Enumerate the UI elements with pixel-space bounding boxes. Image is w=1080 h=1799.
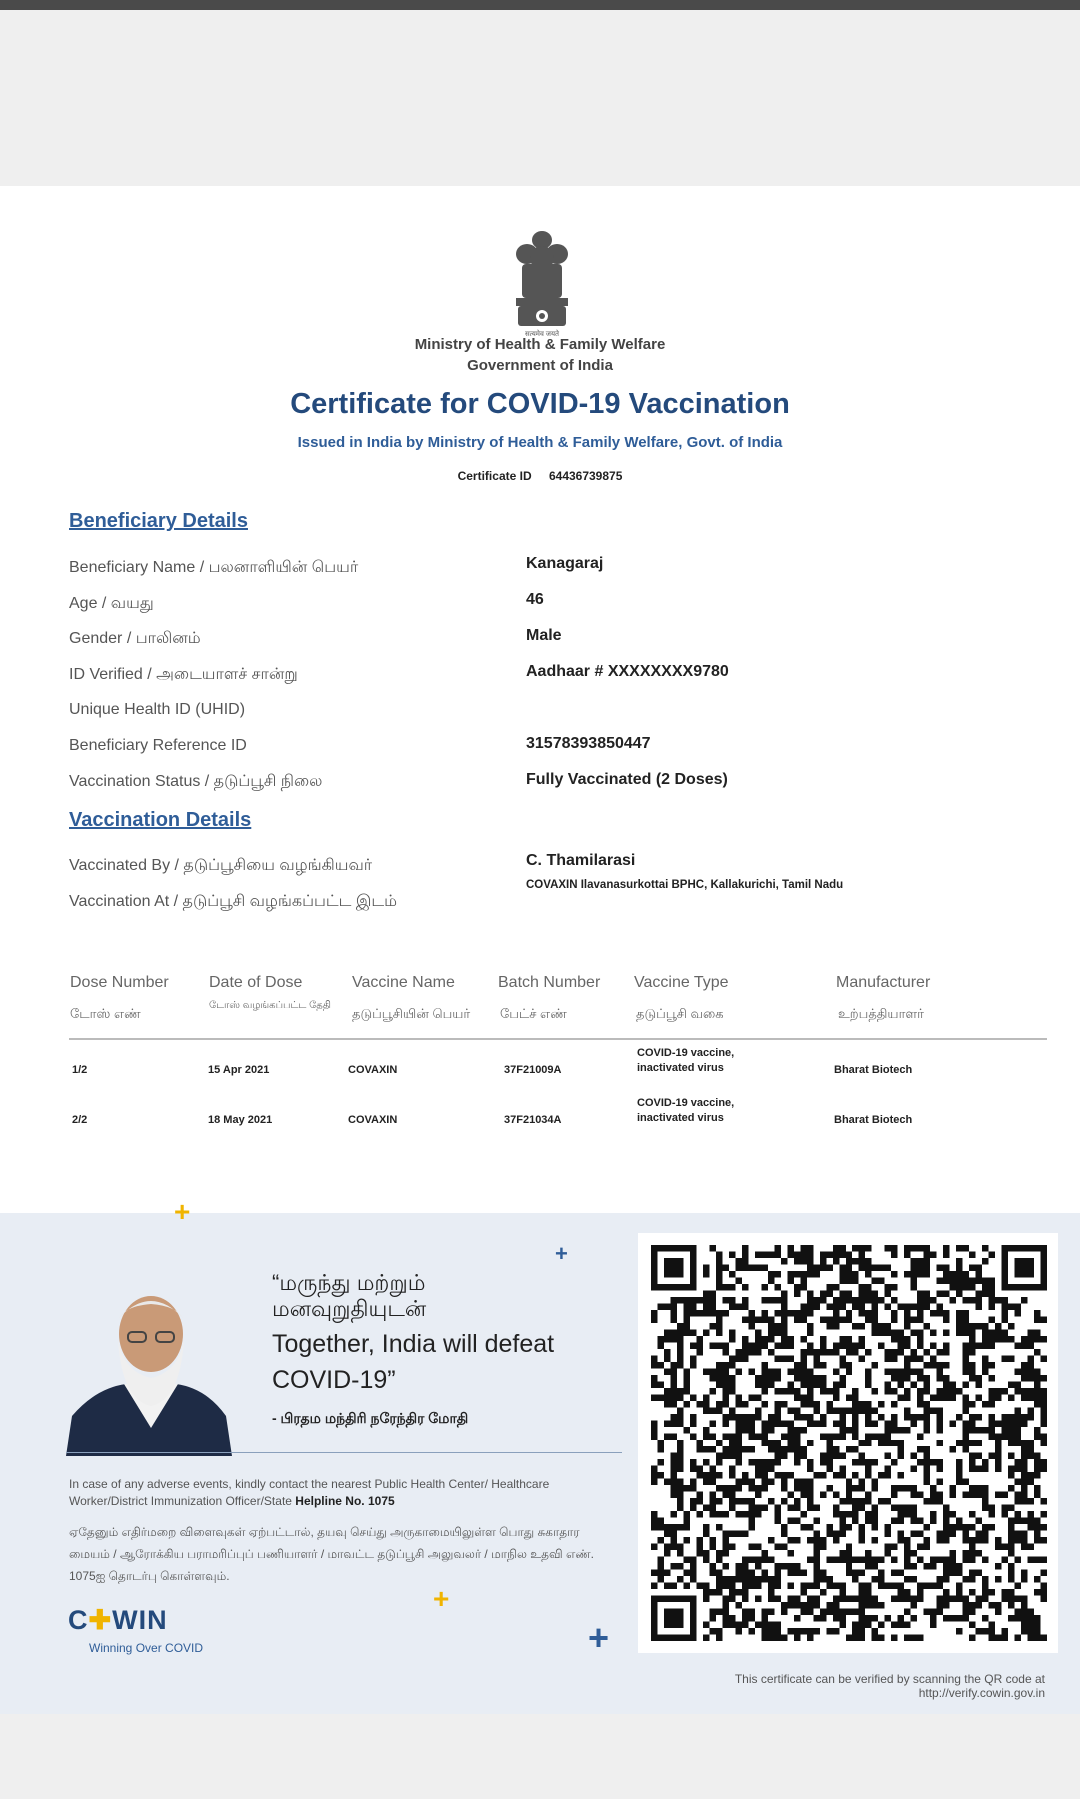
col-header-vaccine-type-ta: தடுப்பூசி வகை	[636, 1006, 724, 1021]
certificate-id-label: Certificate ID	[457, 469, 532, 483]
col-header-batch-number: Batch Number	[498, 974, 601, 991]
certificate-subtitle: Issued in India by Ministry of Health & Family Welfare, Govt. of India	[297, 434, 783, 451]
gender-value: Male	[526, 627, 562, 644]
col-header-vaccine-type: Vaccine Type	[634, 974, 729, 991]
yellow-plus-icon: +	[433, 1583, 450, 1614]
row-1-dose: 1/2	[72, 1064, 88, 1076]
col-header-date-of-dose-ta: டோஸ் வழங்கப்பட்ட தேதி	[209, 1000, 331, 1011]
row-2-batch: 37F21034A	[504, 1114, 562, 1126]
prime-minister-portrait	[66, 1288, 236, 1456]
row-1-vaccine-name: COVAXIN	[348, 1064, 398, 1076]
verify-note: This certificate can be verified by scanning the QR code at http://verify.cowin.gov.in	[734, 1672, 1045, 1700]
col-header-dose-number-ta: டோஸ் எண்	[70, 1006, 141, 1021]
row-2-vaccine-name: COVAXIN	[348, 1114, 398, 1126]
ministry-line-1: Ministry of Health & Family Welfare	[414, 336, 666, 353]
col-header-vaccine-name: Vaccine Name	[352, 974, 455, 991]
row-1-vaccine-type: COVID-19 vaccine, inactivated virus	[637, 1047, 735, 1074]
emblem-caption: सत्यमेव जयते	[524, 331, 560, 338]
id-verified-label: ID Verified / அடையாளச் சான்று	[69, 666, 298, 683]
beneficiary-name-value: Kanagaraj	[526, 555, 604, 572]
row-2-manufacturer: Bharat Biotech	[834, 1114, 913, 1126]
adverse-events-text: In case of any adverse events, kindly contact the nearest Public Health Center/ Healthcare Worker/District Immunization Officer/State	[69, 1477, 550, 1508]
reference-id-label: Beneficiary Reference ID	[69, 737, 247, 754]
adverse-events-note	[69, 1476, 589, 1510]
cowin-tagline: Winning Over COVID	[89, 1641, 204, 1655]
reference-id-value: 31578393850447	[526, 735, 651, 752]
certificate-title: Certificate for COVID-19 Vaccination	[290, 388, 790, 420]
vaccinated-at-value: COVAXIN Ilavanasurkottai BPHC, Kallakurichi, Tamil Nadu	[526, 879, 844, 891]
quote-attribution: - பிரதம மந்திரி நரேந்திர மோதி	[272, 1410, 469, 1426]
verification-qr-code	[651, 1245, 1047, 1641]
qr-finder-square	[1015, 1258, 1034, 1277]
col-header-vaccine-name-ta: தடுப்பூசியின் பெயர்	[352, 1006, 471, 1021]
id-verified-value: Aadhaar # XXXXXXXX9780	[526, 663, 729, 680]
age-value: 46	[526, 591, 544, 608]
vaccinated-by-value: C. Thamilarasi	[526, 852, 636, 869]
vaccinated-at-label: Vaccination At / தடுப்பூசி வழங்கப்பட்ட இடம்	[69, 893, 397, 910]
national-emblem-icon	[510, 226, 574, 338]
row-2-dose: 2/2	[72, 1114, 88, 1126]
blue-plus-icon: +	[588, 1617, 610, 1658]
screen-top-bar	[0, 0, 1080, 10]
qr-code-card	[638, 1233, 1058, 1653]
ministry-heading	[0, 334, 1080, 376]
blue-plus-icon: +	[555, 1241, 568, 1266]
quote-english: Together, India will defeat COVID-19”	[272, 1330, 555, 1394]
helpline-number: Helpline No. 1075	[295, 1494, 395, 1508]
footer-divider	[66, 1452, 622, 1453]
col-header-date-of-dose: Date of Dose	[209, 974, 303, 991]
certificate-id	[0, 469, 1080, 483]
ministry-line-2: Government of India	[467, 357, 613, 374]
beneficiary-name-label: Beneficiary Name / பலனாளியின் பெயர்	[69, 559, 359, 576]
row-1-date: 15 Apr 2021	[208, 1064, 270, 1076]
vaccination-status-value: Fully Vaccinated (2 Doses)	[526, 771, 728, 788]
qr-finder-square	[664, 1258, 683, 1277]
gender-label: Gender / பாலினம்	[69, 630, 201, 647]
cowin-logo-pre: C	[68, 1605, 89, 1635]
row-1-batch: 37F21009A	[504, 1064, 562, 1076]
vaccinated-by-label: Vaccinated By / தடுப்பூசியை வழங்கியவர்	[69, 857, 373, 874]
quote-tamil-line-2: மனவுறுதியுடன்	[272, 1296, 427, 1321]
uhid-label: Unique Health ID (UHID)	[69, 701, 246, 718]
col-header-manufacturer-ta: உற்பத்தியாளர்	[838, 1006, 924, 1021]
row-1-manufacturer: Bharat Biotech	[834, 1064, 913, 1076]
cowin-logo-post: WIN	[112, 1605, 168, 1635]
yellow-plus-icon: +	[174, 1196, 191, 1227]
adverse-events-note-tamil: ஏதேனும் எதிர்மறை விளைவுகள் ஏற்பட்டால், தயவு செய்து அருகாமையிலுள்ள பொது சுகாதார மையம் / ஆரோக்கிய பராமரிப்புப் பணியாளர் / மாவட்ட தடுப்பூசி அலுவலர் / மாநில உதவி எண். 1075ஐ தொடர்பு கொள்ளவும்.	[69, 1525, 594, 1583]
age-label: Age / வயது	[69, 595, 154, 612]
col-header-dose-number: Dose Number	[70, 974, 169, 991]
cowin-logo	[68, 1605, 168, 1636]
qr-finder-square	[664, 1609, 683, 1628]
row-2-date: 18 May 2021	[208, 1114, 273, 1126]
col-header-batch-number-ta: பேட்ச் எண்	[500, 1006, 567, 1021]
col-header-manufacturer: Manufacturer	[836, 974, 931, 991]
table-header-divider	[69, 1038, 1047, 1040]
vaccination-status-label: Vaccination Status / தடுப்பூசி நிலை	[69, 773, 323, 790]
pm-quote	[272, 1270, 602, 1429]
beneficiary-section-title: Beneficiary Details	[69, 510, 248, 532]
cowin-plus-icon: ✚	[88, 1605, 113, 1635]
row-2-vaccine-type: COVID-19 vaccine, inactivated virus	[637, 1097, 735, 1124]
quote-tamil-line-1: “மருந்து மற்றும்	[272, 1270, 426, 1295]
vaccination-section-title: Vaccination Details	[69, 809, 252, 831]
certificate-id-value: 64436739875	[548, 469, 623, 483]
